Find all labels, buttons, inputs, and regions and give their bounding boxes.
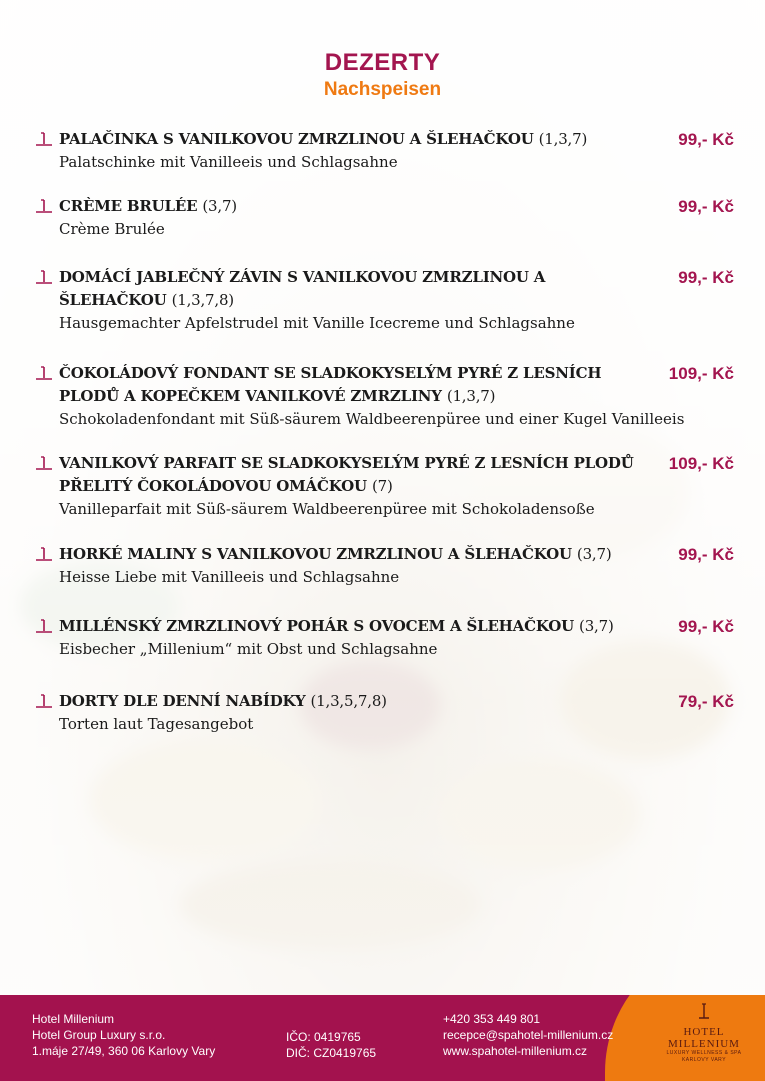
menu-item (34, 266, 734, 335)
company-address: 1.máje 27/49, 360 06 Karlovy Vary (32, 1044, 216, 1058)
footer-contact (443, 1011, 613, 1059)
item-allergens: (1,3,5,7,8) (310, 692, 387, 710)
item-allergens: (1,3,7) (446, 387, 496, 405)
menu-item (34, 195, 734, 241)
item-name: DORTY DLE DENNÍ NABÍDKY (1,3,5,7,8) (59, 692, 387, 710)
menu-item (34, 615, 734, 661)
menu-item (34, 452, 734, 521)
item-price: 99,- Kč (678, 545, 734, 564)
item-translation: Crème Brulée (59, 220, 165, 238)
item-allergens: (7) (371, 477, 393, 495)
item-name: HORKÉ MALINY S VANILKOVOU ZMRZLINOU A ŠLEHAČKOU (3,7) (59, 545, 612, 563)
logo-glass-icon (694, 1003, 714, 1021)
hotel-logo (659, 1003, 749, 1064)
footer-company (32, 1011, 215, 1059)
item-translation: Hausgemachter Apfelstrudel mit Vanille Icecreme und Schlagsahne (59, 314, 575, 332)
item-price: 99,- Kč (678, 617, 734, 636)
logo-text-millenium: MILLENIUM (668, 1038, 740, 1050)
item-name: DOMÁCÍ JABLEČNÝ ZÁVIN S VANILKOVOU ZMRZLINOU A ŠLEHAČKOU (1,3,7,8) (59, 268, 546, 309)
company-dic: DIČ: CZ0419765 (286, 1046, 377, 1060)
page-subtitle: Nachspeisen (323, 79, 442, 100)
website-link[interactable]: www.spahotel-millenium.cz (443, 1044, 588, 1058)
wine-glass-icon (34, 131, 54, 147)
company-name: Hotel Millenium (32, 1012, 115, 1026)
logo-location: KARLOVY VARY (681, 1057, 727, 1063)
item-allergens: (3,7) (579, 617, 614, 635)
item-price: 109,- Kč (668, 454, 734, 473)
menu-item (34, 690, 734, 736)
item-translation: Vanilleparfait mit Süß-säurem Waldbeerenpüree mit Schokoladensoße (59, 500, 595, 518)
wine-glass-icon (34, 269, 54, 285)
item-allergens: (3,7) (202, 197, 237, 215)
footer (0, 995, 765, 1081)
footer-ids (286, 1029, 376, 1061)
item-name: CRÈME BRULÉE (3,7) (59, 197, 237, 215)
wine-glass-icon (34, 198, 54, 214)
logo-tagline: LUXURY WELLNESS & SPA (666, 1050, 742, 1056)
item-name: MILLÉNSKÝ ZMRZLINOVÝ POHÁR S OVOCEM A ŠLEHAČKOU (3,7) (59, 617, 614, 635)
item-allergens: (3,7) (576, 545, 612, 563)
item-name: VANILKOVÝ PARFAIT SE SLADKOKYSELÝM PYRÉ Z LESNÍCH PLODŮ PŘELITÝ ČOKOLÁDOVOU OMÁČKOU (7) (59, 454, 634, 495)
wine-glass-icon (34, 365, 54, 381)
menu-item (34, 362, 734, 431)
menu-item (34, 543, 734, 589)
item-translation: Eisbecher „Millenium“ mit Obst und Schlagsahne (59, 640, 438, 658)
logo-text-hotel: HOTEL (683, 1026, 725, 1038)
page-title: DEZERTY (324, 49, 441, 76)
item-price: 109,- Kč (668, 364, 734, 383)
wine-glass-icon (34, 618, 54, 634)
menu-item (34, 128, 734, 174)
wine-glass-icon (34, 546, 54, 562)
wine-glass-icon (34, 455, 54, 471)
company-legal-name: Hotel Group Luxury s.r.o. (32, 1028, 166, 1042)
item-name: ČOKOLÁDOVÝ FONDANT SE SLADKOKYSELÝM PYRÉ Z LESNÍCH PLODŮ A KOPEČKEM VANILKOVÉ ZMRZLINY (1,3,7) (59, 364, 602, 405)
phone-number[interactable]: +420 353 449 801 (443, 1012, 541, 1026)
item-price: 99,- Kč (678, 130, 734, 149)
email-link[interactable]: recepce@spahotel-millenium.cz (443, 1028, 614, 1042)
menu-header (0, 48, 765, 102)
item-translation: Schokoladenfondant mit Süß-säurem Waldbeerenpüree und einer Kugel Vanilleeis (59, 410, 685, 428)
item-price: 79,- Kč (678, 692, 734, 711)
item-translation: Torten laut Tagesangebot (59, 715, 254, 733)
item-price: 99,- Kč (678, 197, 734, 216)
item-translation: Palatschinke mit Vanilleeis und Schlagsahne (59, 153, 398, 171)
item-translation: Heisse Liebe mit Vanilleeis und Schlagsahne (59, 568, 400, 586)
item-allergens: (1,3,7,8) (171, 291, 234, 309)
item-price: 99,- Kč (678, 268, 734, 287)
item-name: PALAČINKA S VANILKOVOU ZMRZLINOU A ŠLEHAČKOU (1,3,7) (59, 130, 588, 148)
item-allergens: (1,3,7) (538, 130, 588, 148)
company-ico: IČO: 0419765 (286, 1030, 361, 1044)
wine-glass-icon (34, 693, 54, 709)
